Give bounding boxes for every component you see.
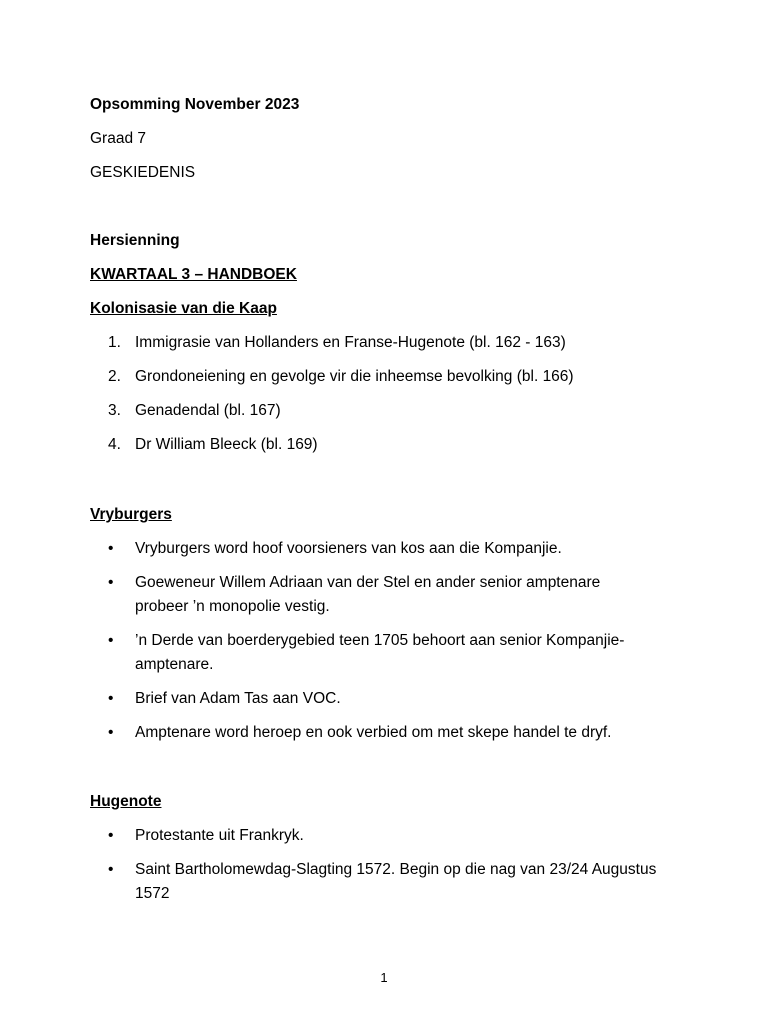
list-item-text: Vryburgers word hoof voorsieners van kos aan die Kompanjie. xyxy=(135,540,562,557)
list-number: 2. xyxy=(108,368,121,385)
list-item-text: Saint Bartholomewdag-Slagting 1572. Begin op die nag van 23/24 Augustus 1572 xyxy=(135,861,657,902)
list-item-text: Brief van Adam Tas aan VOC. xyxy=(135,690,341,707)
list-item-text: Goeweneur Willem Adriaan van der Stel en ander senior amptenare probeer ’n monopolie vestig. xyxy=(135,574,601,615)
section-heading-hugenote: Hugenote xyxy=(90,793,162,810)
list-number: 4. xyxy=(108,436,121,453)
bullet-marker: • xyxy=(108,827,114,844)
list-number: 3. xyxy=(108,402,121,419)
bullet-marker: • xyxy=(108,690,114,707)
subject-label: GESKIEDENIS xyxy=(90,164,196,181)
term-heading: KWARTAAL 3 – HANDBOEK xyxy=(90,266,297,283)
list-item-text: ’n Derde van boerderygebied teen 1705 behoort aan senior Kompanjie-amptenare. xyxy=(135,632,625,673)
list-item-text: Grondoneiening en gevolge vir die inheemse bevolking (bl. 166) xyxy=(135,368,574,385)
bullet-marker: • xyxy=(108,861,114,878)
revision-heading: Hersienning xyxy=(90,232,180,249)
list-item-text: Immigrasie van Hollanders en Franse-Hugenote (bl. 162 - 163) xyxy=(135,334,566,351)
bullet-marker: • xyxy=(108,724,114,741)
list-item-text: Protestante uit Frankryk. xyxy=(135,827,304,844)
list-item-text: Dr William Bleeck (bl. 169) xyxy=(135,436,318,453)
section-heading-kolonisasie: Kolonisasie van die Kaap xyxy=(90,300,277,317)
document-title: Opsomming November 2023 xyxy=(90,96,300,113)
list-number: 1. xyxy=(108,334,121,351)
list-item-text: Amptenare word heroep en ook verbied om met skepe handel te dryf. xyxy=(135,724,612,741)
bullet-marker: • xyxy=(108,574,114,591)
grade-label: Graad 7 xyxy=(90,130,147,147)
bullet-marker: • xyxy=(108,632,114,649)
section-heading-vryburgers: Vryburgers xyxy=(90,506,172,523)
list-item-text: Genadendal (bl. 167) xyxy=(135,402,281,419)
bullet-marker: • xyxy=(108,540,114,557)
page-number: 1 xyxy=(380,970,388,985)
